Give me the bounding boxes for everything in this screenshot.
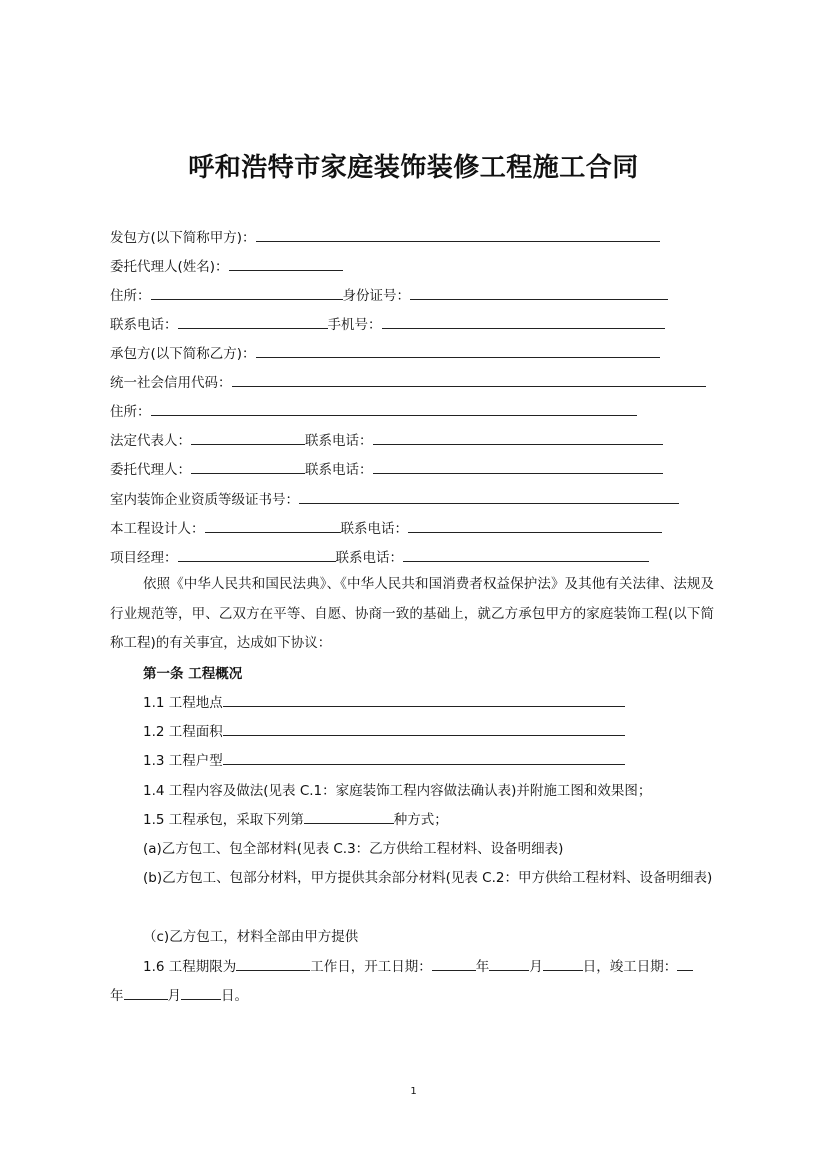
contractor-agent-label: 委托代理人：: [110, 462, 191, 478]
contractor-agent-field[interactable]: [191, 460, 305, 474]
start-year-field[interactable]: [432, 957, 476, 971]
start-month-field[interactable]: [489, 957, 529, 971]
employer-line: [110, 228, 660, 248]
start-year-label: 年: [475, 959, 490, 975]
item-1-2: [143, 722, 625, 742]
contractor-label: 承包方(以下简称乙方)：: [110, 346, 256, 362]
contractor-address-field[interactable]: [151, 402, 637, 416]
item-1-6: [143, 957, 693, 977]
item-1-1-label: 1.1 工程地点: [143, 695, 223, 711]
start-month-label: 月: [529, 959, 543, 975]
phone-label: 联系电话：: [110, 317, 178, 333]
legal-rep-line: [110, 431, 663, 451]
legal-rep-phone-label: 联系电话：: [305, 433, 373, 449]
employer-agent-line: [110, 257, 343, 277]
legal-rep-field[interactable]: [191, 431, 305, 445]
credit-code-line: [110, 373, 706, 393]
project-manager-label: 项目经理：: [110, 550, 178, 566]
mobile-label: 手机号：: [327, 317, 382, 333]
credit-code-label: 统一社会信用代码：: [110, 375, 232, 391]
address-field[interactable]: [151, 286, 343, 300]
contractor-line: [110, 344, 660, 364]
contractor-agent-phone-field[interactable]: [373, 460, 663, 474]
end-day-field[interactable]: [181, 986, 221, 1000]
legal-rep-phone-field[interactable]: [373, 431, 663, 445]
address-line: [110, 286, 668, 306]
contractor-agent-phone-label: 联系电话：: [305, 462, 373, 478]
contractor-address-line: [110, 402, 637, 422]
contractor-agent-line: [110, 460, 663, 480]
qualification-line: [110, 490, 679, 510]
project-manager-field[interactable]: [178, 548, 336, 562]
employer-label: 发包方(以下简称甲方)：: [110, 230, 256, 246]
address-label: 住所：: [110, 288, 151, 304]
employer-agent-field[interactable]: [229, 257, 343, 271]
credit-code-field[interactable]: [232, 373, 706, 387]
contract-mode-field[interactable]: [304, 810, 394, 824]
project-area-field[interactable]: [223, 722, 625, 736]
end-year-field-part[interactable]: [677, 957, 693, 971]
phone-line: [110, 315, 665, 335]
end-day-label: 日。: [221, 988, 248, 1004]
unit-type-field[interactable]: [223, 751, 625, 765]
pm-phone-field[interactable]: [403, 548, 649, 562]
item-1-5-suffix: 种方式；: [393, 812, 448, 828]
start-day-label: 日，竣工日期：: [582, 959, 678, 975]
item-1-5-label: 1.5 工程承包，采取下列第: [143, 812, 304, 828]
item-1-2-label: 1.2 工程面积: [143, 724, 223, 740]
item-1-1: [143, 693, 625, 713]
item-1-3: [143, 751, 625, 771]
end-year-label: 年: [110, 988, 124, 1004]
project-manager-line: [110, 548, 649, 568]
option-c: （c)乙方包工，材料全部由甲方提供: [143, 929, 359, 945]
preamble-paragraph: 依照《中华人民共和国民法典》、《中华人民共和国消费者权益保护法》及其他有关法律、法规及行业规范等，甲、乙双方在平等、自愿、协商一致的基础上，就乙方承包甲方的家庭装饰工程(以下简称工程)的有关事宜，达成如下协议：: [110, 576, 714, 651]
legal-rep-label: 法定代表人：: [110, 433, 191, 449]
employer-field[interactable]: [256, 228, 660, 242]
item-1-6-label: 1.6 工程期限为: [143, 959, 237, 975]
employer-agent-label: 委托代理人(姓名)：: [110, 259, 229, 275]
designer-phone-label: 联系电话：: [340, 521, 408, 537]
page-title: 呼和浩特市家庭装饰装修工程施工合同: [188, 153, 639, 183]
end-month-field[interactable]: [124, 986, 168, 1000]
project-location-field[interactable]: [223, 693, 625, 707]
item-1-4: 1.4 工程内容及做法(见表 C.1：家庭装饰工程内容做法确认表)并附施工图和效果图；: [143, 783, 652, 799]
designer-phone-field[interactable]: [408, 519, 662, 533]
start-day-field[interactable]: [543, 957, 583, 971]
option-b: (b)乙方包工、包部分材料，甲方提供其余部分材料(见表 C.2：甲方供给工程材料、设备明细表): [143, 870, 713, 886]
designer-line: [110, 519, 662, 539]
item-1-5: [143, 810, 448, 830]
article-1-title: 第一条 工程概况: [143, 666, 243, 682]
id-number-label: 身份证号：: [342, 288, 410, 304]
end-month-label: 月: [167, 988, 181, 1004]
item-1-6-cont: [110, 986, 248, 1006]
item-1-3-label: 1.3 工程户型: [143, 753, 223, 769]
designer-label: 本工程设计人：: [110, 521, 205, 537]
mobile-field[interactable]: [382, 315, 665, 329]
page-number: 1: [410, 1086, 417, 1097]
designer-field[interactable]: [205, 519, 341, 533]
option-a: (a)乙方包工、包全部材料(见表 C.3：乙方供给工程材料、设备明细表): [143, 841, 564, 857]
pm-phone-label: 联系电话：: [335, 550, 403, 566]
id-number-field[interactable]: [410, 286, 668, 300]
workdays-field[interactable]: [236, 957, 310, 971]
workdays-label: 工作日，开工日期：: [310, 959, 432, 975]
qualification-field[interactable]: [299, 490, 679, 504]
contractor-field[interactable]: [256, 344, 660, 358]
qualification-label: 室内装饰企业资质等级证书号：: [110, 492, 299, 508]
contractor-address-label: 住所：: [110, 404, 151, 420]
phone-field[interactable]: [178, 315, 328, 329]
